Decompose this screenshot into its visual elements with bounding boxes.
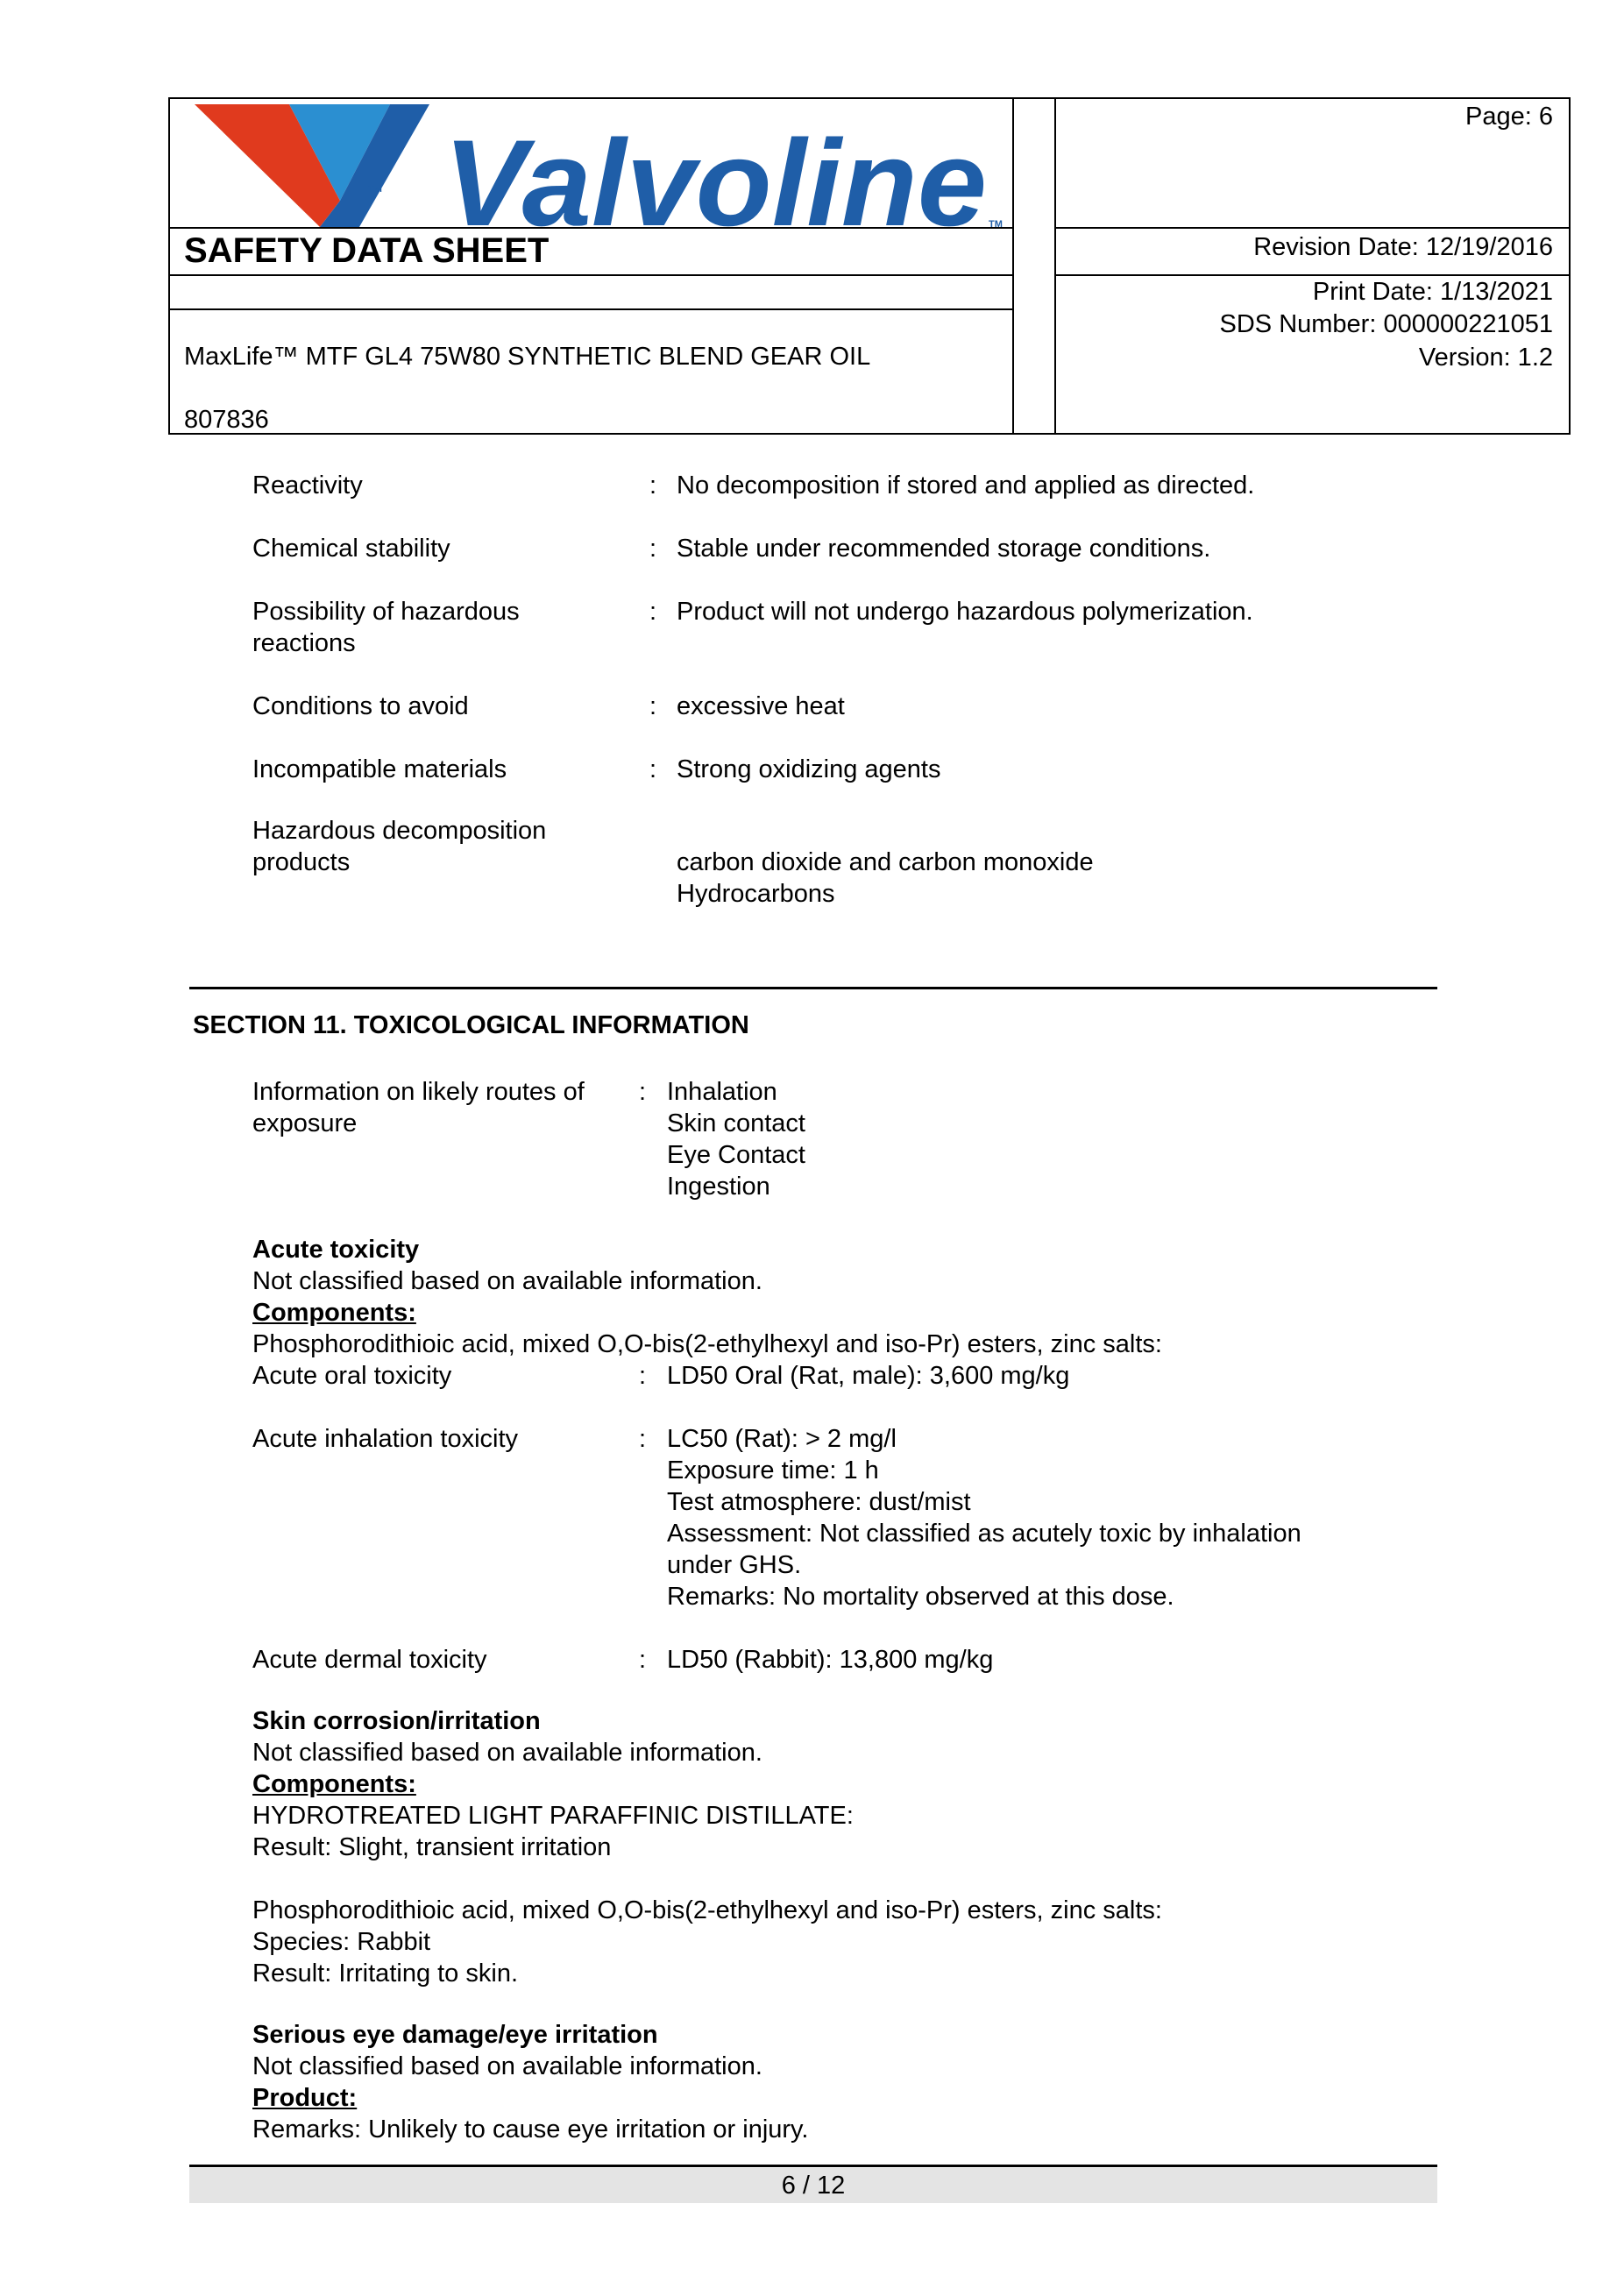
chemical-stability-value: Stable under recommended storage conditions. <box>677 535 1211 563</box>
logo-wordmark: Valvoline <box>443 114 987 252</box>
print-date: Print Date: 1/13/2021 <box>1312 278 1553 306</box>
decomposition-label: Hazardous decomposition <box>252 817 547 845</box>
colon: : <box>639 1646 647 1674</box>
hazardous-reactions-label-2: reactions <box>252 629 356 657</box>
decomposition-label-2: products <box>252 848 351 876</box>
header-divider <box>1054 99 1056 433</box>
section-divider <box>189 987 1437 989</box>
acute-oral-label: Acute oral toxicity <box>252 1362 452 1390</box>
inhalation-line: LC50 (Rat): > 2 mg/l <box>667 1425 897 1453</box>
colon: : <box>649 755 657 783</box>
colon: : <box>649 692 657 720</box>
hazardous-reactions-value: Product will not undergo hazardous polymerization. <box>677 598 1253 626</box>
eye-product-label: Product: <box>252 2084 358 2112</box>
conditions-avoid-value: excessive heat <box>677 692 845 720</box>
acute-dermal-label: Acute dermal toxicity <box>252 1646 487 1674</box>
doc-title: SAFETY DATA SHEET <box>184 231 550 270</box>
acute-components-label: Components: <box>252 1299 416 1327</box>
page-number: 6 / 12 <box>781 2172 846 2200</box>
inhalation-line: under GHS. <box>667 1551 802 1579</box>
skin-component-2: Phosphorodithioic acid, mixed O,O-bis(2-ethylhexyl and iso-Pr) esters, zinc salts: <box>252 1896 1162 1924</box>
decomposition-value: carbon dioxide and carbon monoxide <box>677 848 1094 876</box>
route-item: Eye Contact <box>667 1141 805 1169</box>
colon: : <box>639 1362 647 1390</box>
header-rule <box>170 274 1012 276</box>
skin-component-2-result: Result: Irritating to skin. <box>252 1959 518 1988</box>
footer-band <box>189 2168 1437 2203</box>
logo-tm-wordmark: TM <box>989 219 1003 230</box>
eye-note: Not classified based on available information. <box>252 2052 762 2080</box>
chemical-stability-label: Chemical stability <box>252 535 450 563</box>
decomposition-value-2: Hydrocarbons <box>677 880 835 908</box>
conditions-avoid-label: Conditions to avoid <box>252 692 469 720</box>
colon: : <box>649 598 657 626</box>
sds-number: SDS Number: 000000221051 <box>1219 310 1553 338</box>
version: Version: 1.2 <box>1418 344 1553 372</box>
eye-heading: Serious eye damage/eye irritation <box>252 2021 658 2049</box>
product-name: MaxLife™ MTF GL4 75W80 SYNTHETIC BLEND GEAR OIL <box>184 343 871 371</box>
skin-component-1: HYDROTREATED LIGHT PARAFFINIC DISTILLATE: <box>252 1802 854 1830</box>
acute-inhalation-label: Acute inhalation toxicity <box>252 1425 519 1453</box>
header-rule <box>1054 227 1569 229</box>
route-item: Skin contact <box>667 1109 805 1137</box>
acute-component-name: Phosphorodithioic acid, mixed O,O-bis(2-ethylhexyl and iso-Pr) esters, zinc salts: <box>252 1330 1162 1358</box>
skin-components-label: Components: <box>252 1770 416 1798</box>
incompatible-value: Strong oxidizing agents <box>677 755 941 783</box>
acute-dermal-value: LD50 (Rabbit): 13,800 mg/kg <box>667 1646 994 1674</box>
header-rule <box>1054 274 1569 276</box>
routes-label-2: exposure <box>252 1109 358 1137</box>
acute-oral-value: LD50 Oral (Rat, male): 3,600 mg/kg <box>667 1362 1070 1390</box>
colon: : <box>639 1425 647 1453</box>
product-code: 807836 <box>184 406 269 434</box>
incompatible-label: Incompatible materials <box>252 755 507 783</box>
route-item: Inhalation <box>667 1078 777 1106</box>
footer-rule <box>189 2165 1437 2167</box>
section11-title: SECTION 11. TOXICOLOGICAL INFORMATION <box>193 1011 749 1039</box>
acute-toxicity-note: Not classified based on available information. <box>252 1267 762 1295</box>
page-label: Page: 6 <box>1465 103 1553 131</box>
routes-label: Information on likely routes of <box>252 1078 585 1106</box>
inhalation-line: Test atmosphere: dust/mist <box>667 1488 971 1516</box>
skin-note: Not classified based on available information. <box>252 1739 762 1767</box>
hazardous-reactions-label: Possibility of hazardous <box>252 598 520 626</box>
reactivity-label: Reactivity <box>252 471 363 500</box>
inhalation-line: Remarks: No mortality observed at this dose. <box>667 1583 1174 1611</box>
revision-date: Revision Date: 12/19/2016 <box>1253 233 1553 261</box>
reactivity-value: No decomposition if stored and applied as directed. <box>677 471 1255 500</box>
header-divider <box>1012 99 1014 433</box>
inhalation-line: Assessment: Not classified as acutely toxic by inhalation <box>667 1520 1301 1548</box>
skin-heading: Skin corrosion/irritation <box>252 1707 541 1735</box>
colon: : <box>649 535 657 563</box>
header-rule <box>170 308 1012 310</box>
acute-toxicity-heading: Acute toxicity <box>252 1236 420 1264</box>
skin-component-1-result: Result: Slight, transient irritation <box>252 1833 612 1861</box>
colon: : <box>649 471 657 500</box>
logo-tm: TM <box>368 184 382 195</box>
header-box <box>168 97 1571 435</box>
eye-remarks: Remarks: Unlikely to cause eye irritation or injury. <box>252 2115 809 2144</box>
colon: : <box>639 1078 647 1106</box>
route-item: Ingestion <box>667 1173 770 1201</box>
inhalation-line: Exposure time: 1 h <box>667 1456 879 1485</box>
skin-component-2-species: Species: Rabbit <box>252 1928 431 1956</box>
